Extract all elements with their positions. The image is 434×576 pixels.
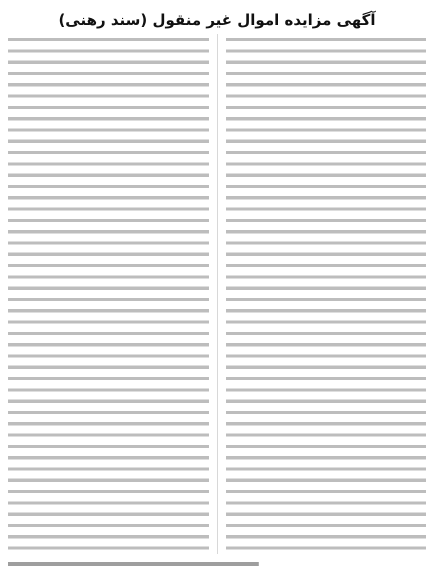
signature-line <box>8 557 426 571</box>
notice-column-left <box>8 34 209 554</box>
notice-title: آگهی مزایده اموال غیر منقول (سند رهنی) <box>58 11 376 29</box>
column-divider <box>217 34 218 554</box>
notice-column-right <box>226 34 427 554</box>
notice-body <box>8 34 426 554</box>
notice-header <box>8 8 426 32</box>
